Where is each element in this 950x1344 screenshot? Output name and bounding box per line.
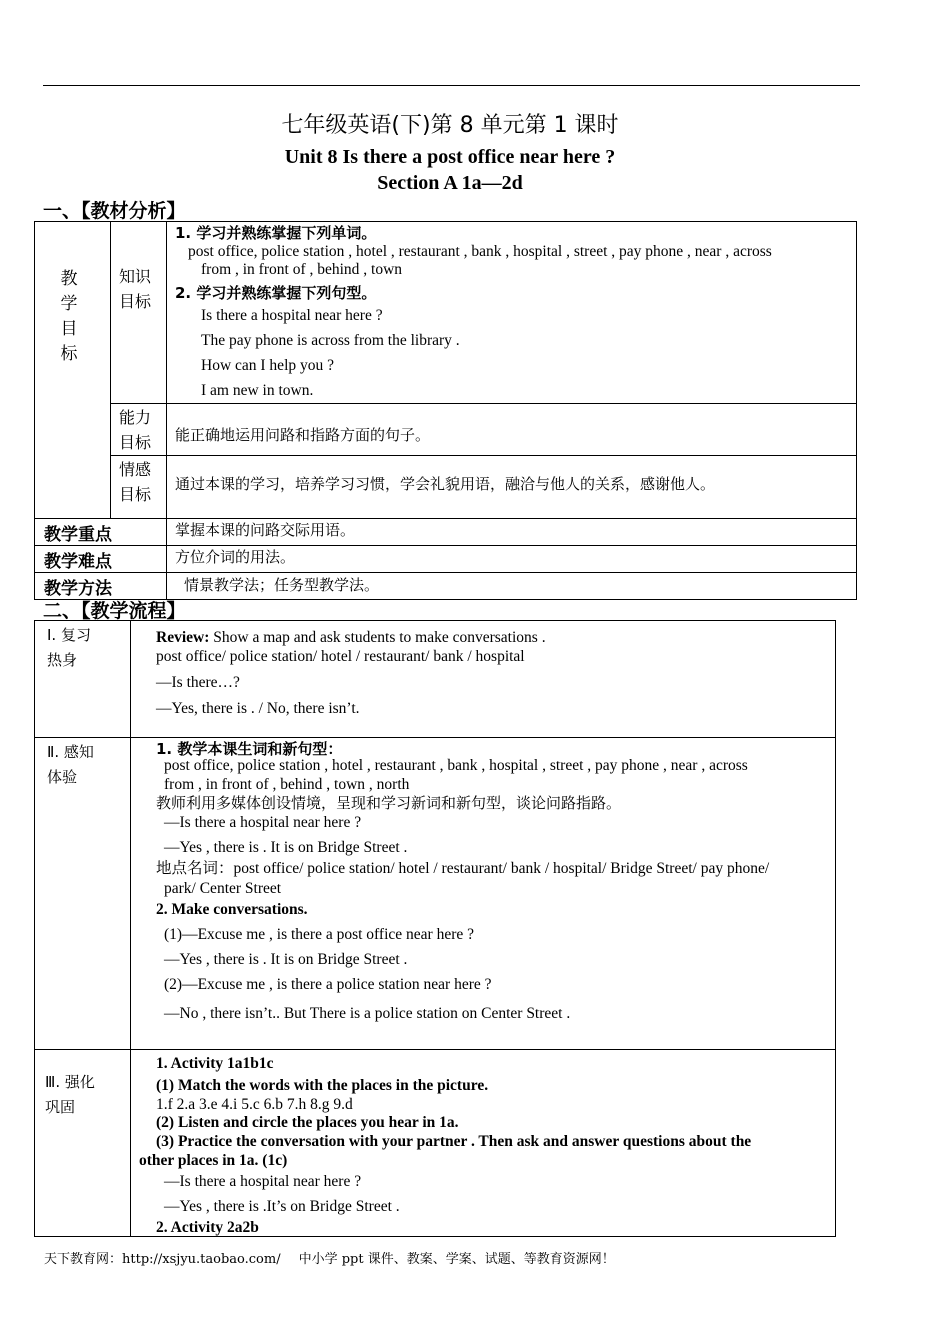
knowledge-words-line1: post office, police station , hotel , restaurant , bank , hospital , street , pay phone , near , across [188,243,772,260]
experience-places-2: park/ Center Street [164,880,282,897]
knowledge-heading-1: 1. 学习并熟练掌握下列单词。 [175,224,377,242]
review-label-cell [35,621,131,738]
footer-desc: 中小学 ppt 课件、教案、学案、试题、等教育资源网！ [298,1252,615,1267]
goals-label: 教 学 目 标 [60,268,78,364]
experience-label: Ⅱ. 感知 体验 [47,743,94,786]
knowledge-heading-2: 2. 学习并熟练掌握下列句型。 [175,284,377,302]
experience-content-cell [131,738,836,1050]
analysis-table [34,221,857,600]
goals-label-cell [35,222,111,519]
unit-title: Unit 8 Is there a post office near here ? [284,146,616,168]
experience-a1: —Yes , there is . It is on Bridge Street . [164,839,408,856]
key-points-label: 教学重点 [44,525,112,545]
part1-heading: 一、【教材分析】 [43,200,186,222]
part2-heading: 二、【教学流程】 [43,600,186,622]
review-bold: Review: [156,629,210,646]
emotion-label-cell [111,456,167,519]
difficulties-content-cell [167,546,857,573]
methods-label: 教学方法 [44,579,112,599]
knowledge-label: 知识 目标 [119,267,152,311]
knowledge-sentence-3: How can I help you ? [201,357,334,374]
difficulties-label-cell [35,546,167,573]
methods-content-cell [167,573,857,600]
key-points-label-cell [35,519,167,546]
methods-text: 情景教学法；任务型教学法。 [184,576,380,594]
ability-label-cell [111,404,167,456]
consolidate-label-cell [35,1050,131,1237]
review-line-2: post office/ police station/ hotel / restaurant/ bank / hospital [156,648,525,665]
experience-conv-1: (1)—Excuse me , is there a post office near here ? [164,926,475,943]
consolidate-line-6: other places in 1a. (1c) [139,1152,288,1169]
consolidate-line-8: —Yes , there is .It’s on Bridge Street . [164,1198,400,1215]
section-title: Section A 1a—2d [377,172,523,194]
difficulties-label: 教学难点 [44,552,112,572]
header-rule [43,85,860,86]
review-rest: Show a map and ask students to make conversations . [209,629,546,646]
review-content-cell [131,621,836,738]
knowledge-content-cell [167,222,857,404]
experience-teacher-note: 教师利用多媒体创设情境，呈现和学习新词和新句型，谈论问路指路。 [156,794,622,812]
emotion-content-cell [167,456,857,519]
experience-heading-1: 1. 教学本课生词和新句型： [156,740,343,758]
consolidate-content-cell [131,1050,836,1237]
emotion-text: 通过本课的学习，培养学习习惯，学会礼貌用语，融洽与他人的关系，感谢他人。 [175,475,716,493]
footer-site: 天下教育网：http://xsjyu.taobao.com/ [44,1252,281,1267]
ability-content-cell [167,404,857,456]
ability-label: 能力 目标 [119,408,152,452]
experience-conv-4: —No , there isn’t.. But There is a police station on Center Street . [164,1005,571,1022]
review-label: Ⅰ. 复习 热身 [47,626,91,669]
difficulties-text: 方位介词的用法。 [175,548,296,566]
consolidate-line-1: 1. Activity 1a1b1c [156,1055,274,1072]
ability-text: 能正确地运用问路和指路方面的句子。 [175,426,431,444]
review-line-4: —Yes, there is . / No, there isn’t. [156,700,360,717]
knowledge-sentence-2: The pay phone is across from the library . [201,332,460,349]
experience-words-2: from , in front of , behind , town , north [164,776,410,793]
consolidate-answers: 1.f 2.a 3.e 4.i 5.c 6.b 7.h 8.g 9.d [156,1096,353,1113]
experience-conv-3: (2)—Excuse me , is there a police station near here ? [164,976,492,993]
knowledge-sentence-4: I am new in town. [201,382,314,399]
key-points-text: 掌握本课的问路交际用语。 [175,521,356,539]
consolidate-line-7: —Is there a hospital near here ? [164,1173,362,1190]
experience-q1: —Is there a hospital near here ? [164,814,362,831]
review-line-3: —Is there…? [156,674,240,691]
experience-conv-2: —Yes , there is . It is on Bridge Street . [164,951,408,968]
knowledge-words-line2: from , in front of , behind , town [201,261,403,278]
consolidate-line-5: (3) Practice the conversation with your partner . Then ask and answer questions about the [156,1133,752,1150]
experience-words-1: post office, police station , hotel , restaurant , bank , hospital , street , pay phone , near , across [164,757,748,774]
consolidate-line-9: 2. Activity 2a2b [156,1219,259,1236]
page-title: 七年级英语(下)第 8 单元第 1 课时 [281,113,619,138]
experience-heading-2: 2. Make conversations. [156,901,308,918]
consolidate-label: Ⅲ. 强化 巩固 [45,1073,95,1116]
consolidate-line-2: (1) Match the words with the places in the picture. [156,1077,489,1094]
experience-label-cell [35,738,131,1050]
consolidate-line-4: (2) Listen and circle the places you hear in 1a. [156,1114,459,1131]
knowledge-sentence-1: Is there a hospital near here ? [201,307,383,324]
footer [44,1248,633,1267]
review-line-1 [156,628,546,648]
experience-places-1: 地点名词：post office/ police station/ hotel / restaurant/ bank / hospital/ Bridge Street/ pay phone/ [156,860,770,877]
knowledge-label-cell [111,222,167,404]
process-table [34,620,836,1237]
emotion-label: 情感 目标 [119,460,152,504]
key-points-content-cell [167,519,857,546]
